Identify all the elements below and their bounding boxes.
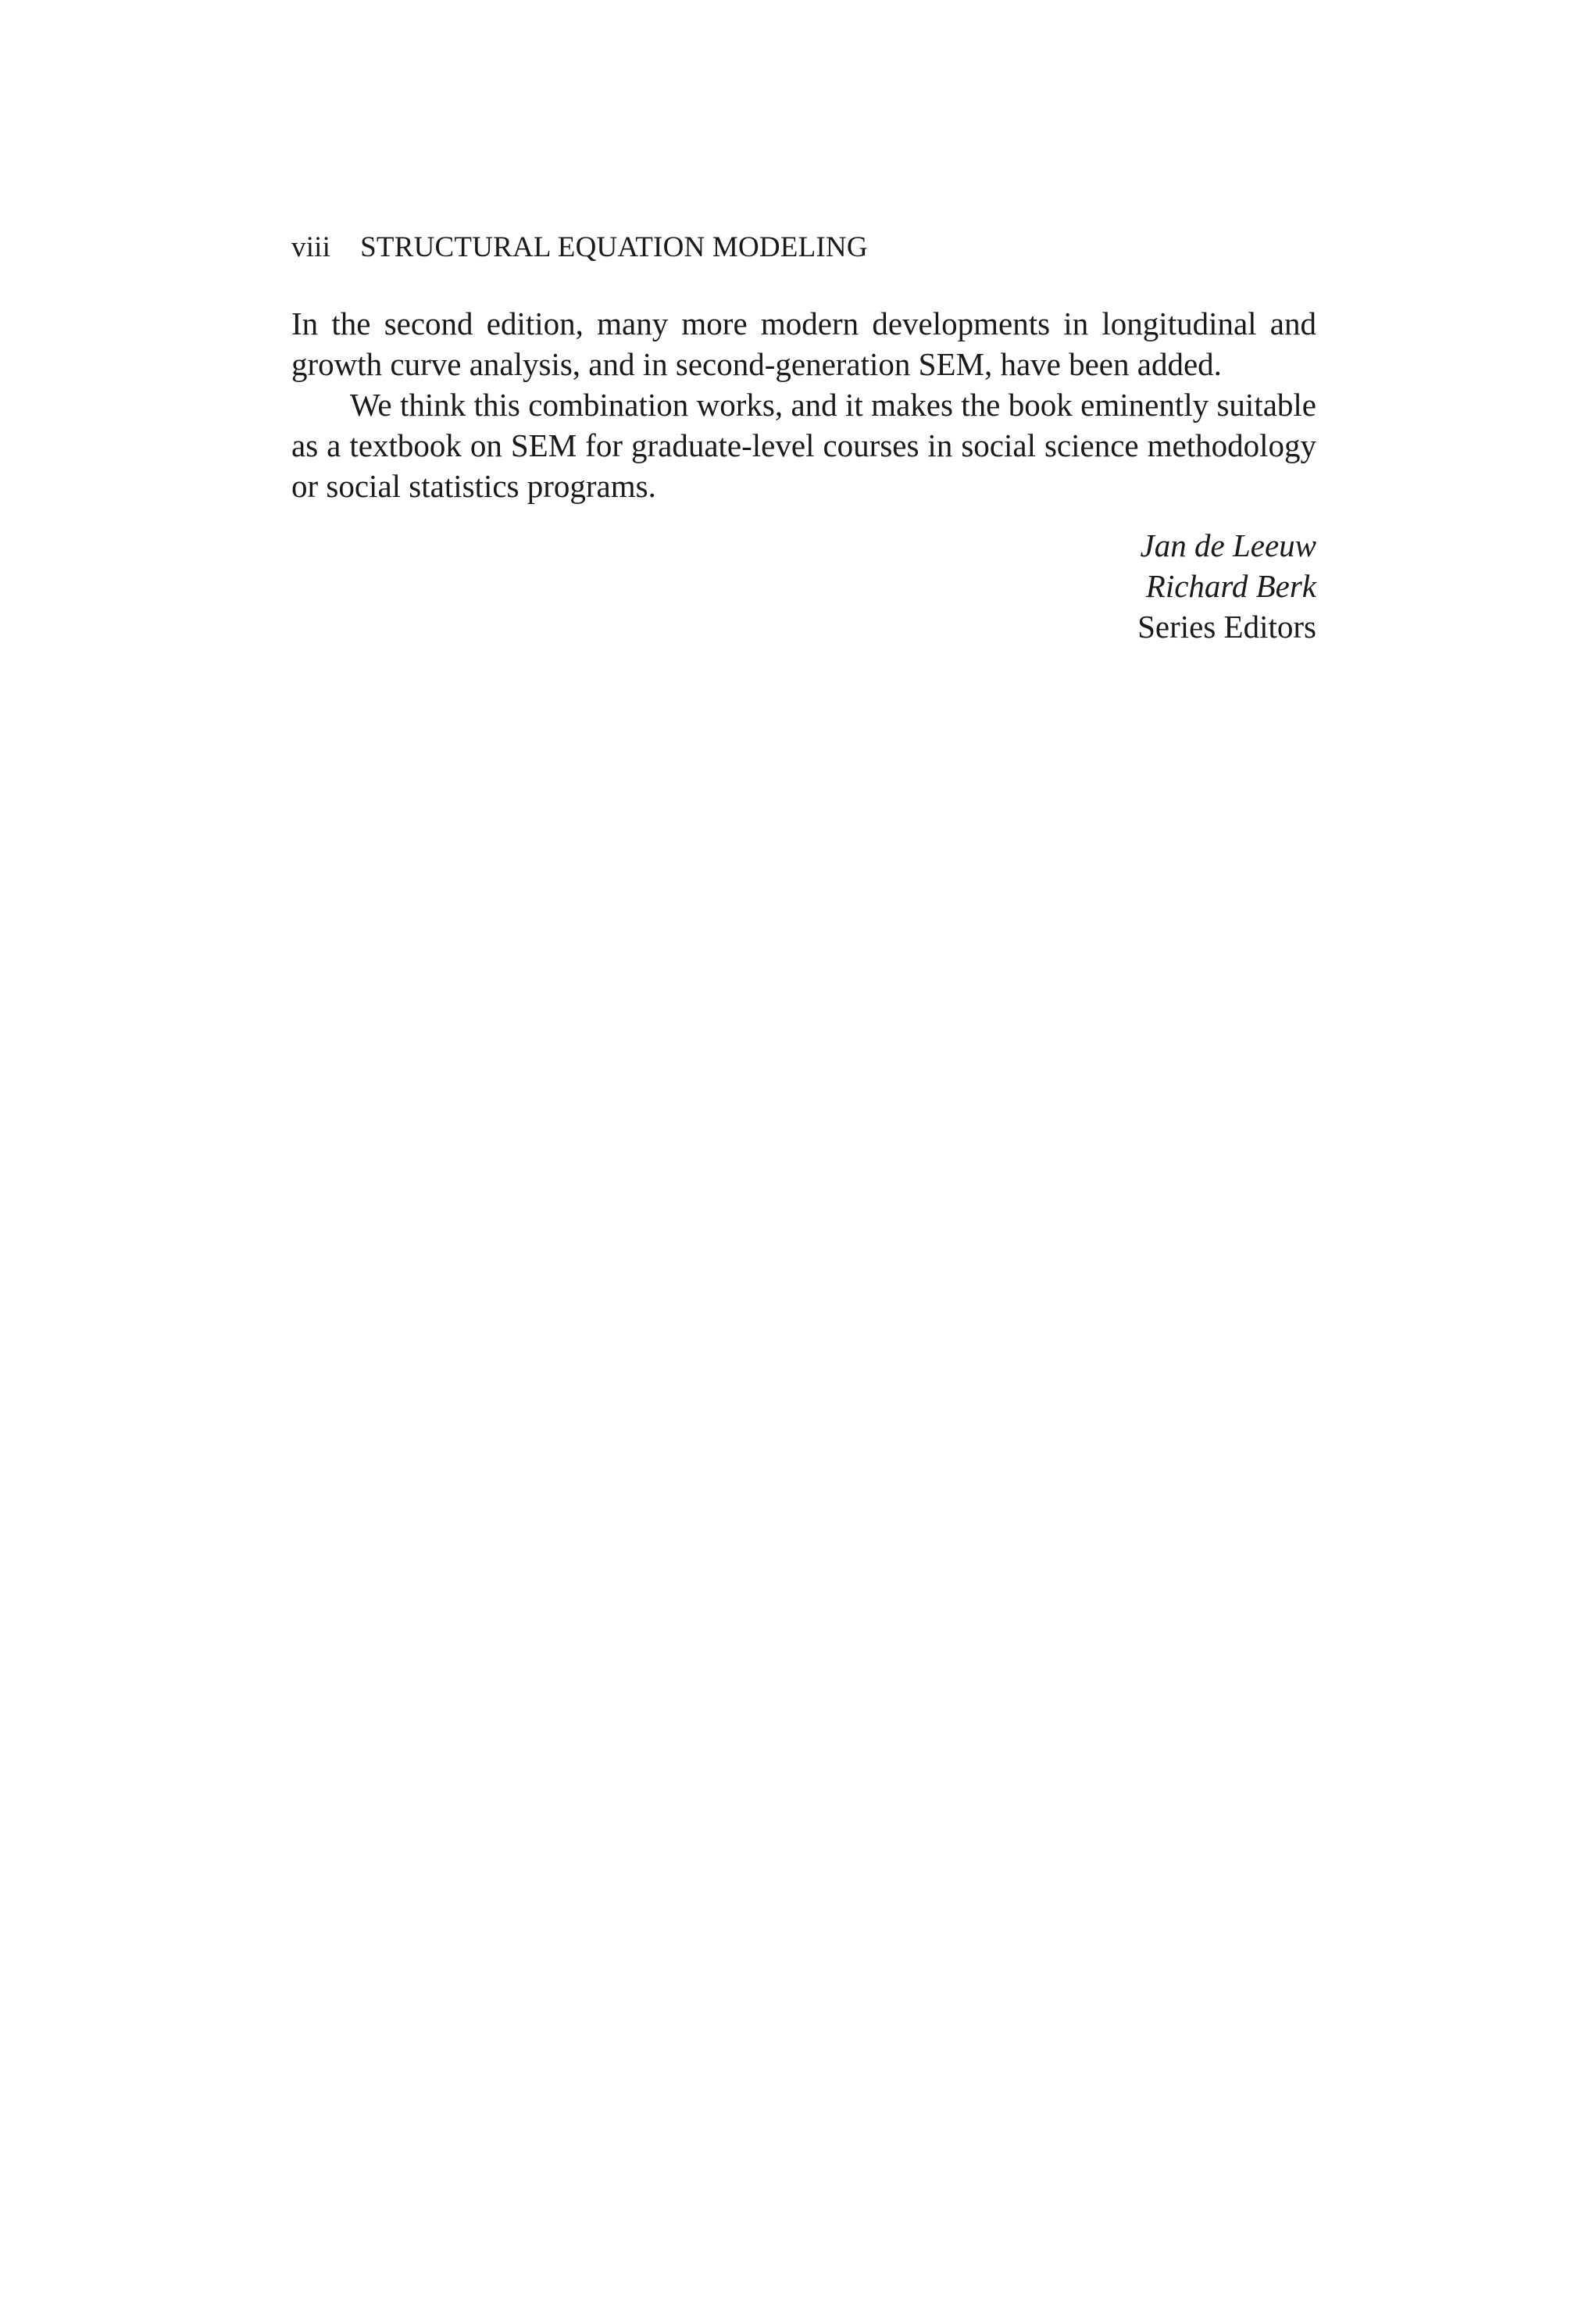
paragraph-1: In the second edition, many more modern developments in longitudinal and growth curve analysis, and in second-generation SEM, have been added. xyxy=(291,306,1316,382)
body-text xyxy=(291,303,1316,506)
signature-name-2: Richard Berk xyxy=(1145,568,1316,604)
page-number: viii xyxy=(291,231,331,263)
signature-role: Series Editors xyxy=(1137,609,1316,645)
book-page xyxy=(291,227,1316,647)
paragraph-2: We think this combination works, and it makes the book eminently suitable as a textbook on SEM for graduate-level courses in social science methodology or social statistics programs. xyxy=(291,387,1316,504)
signature-name-1: Jan de Leeuw xyxy=(1140,527,1316,563)
running-head xyxy=(291,227,1316,269)
running-head-title: STRUCTURAL EQUATION MODELING xyxy=(360,231,868,263)
signature-block xyxy=(291,525,1316,647)
